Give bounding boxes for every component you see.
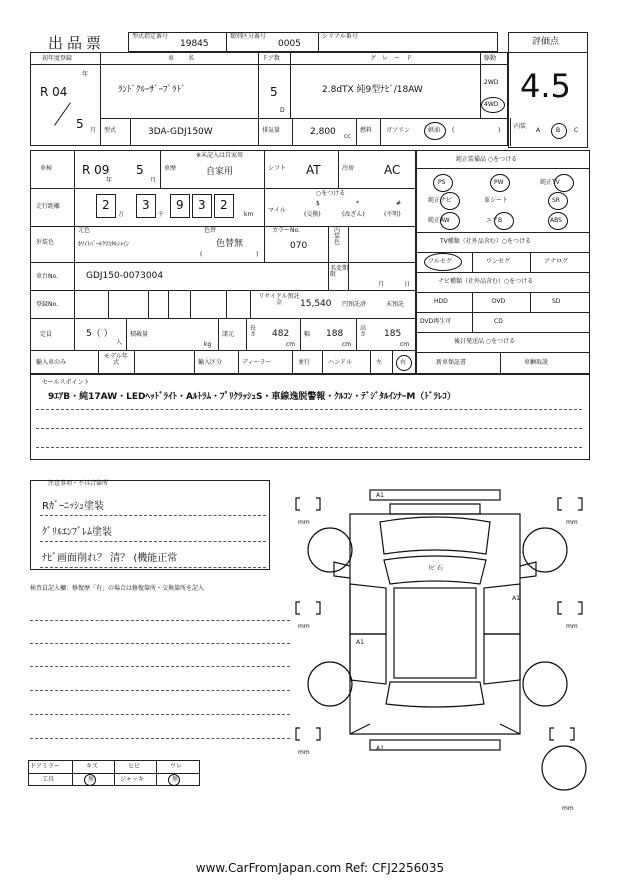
mm-label-3: mm <box>298 623 310 630</box>
mileage-digit-5: 2 <box>220 198 228 212</box>
interior-label: 内装 <box>514 123 527 130</box>
model-cert-value: 19845 <box>180 39 209 49</box>
orig-color-value: ﾎﾜｲﾄﾊﾟｰﾙｸﾘｽﾀﾙｼｬｲﾝ <box>78 241 130 248</box>
class-value: 0005 <box>278 39 301 49</box>
equip-abs: ABS <box>550 217 562 224</box>
doors-type: D <box>280 107 285 114</box>
width-label: 幅 <box>304 331 311 338</box>
mileage-digit-1: 2 <box>102 198 110 212</box>
warranty-label: 新車保証書 <box>436 359 467 366</box>
equip-navi: 純正ナビ <box>428 197 453 204</box>
rear-window-shape <box>386 682 484 707</box>
interior-c: C <box>574 127 579 134</box>
swap-mark: $ <box>316 200 320 207</box>
shift-label: シフト <box>268 165 287 172</box>
int-color-label: 内装色 <box>334 227 341 246</box>
damage-label-front: A1 <box>376 492 384 499</box>
mileage-digit-4: 3 <box>198 198 206 212</box>
length-value: 482 <box>272 329 290 339</box>
serial-label: シリアル番号 <box>322 33 358 40</box>
sales-label: セールスポイント <box>42 379 90 386</box>
width-value: 188 <box>326 329 344 339</box>
hood-shape <box>380 517 490 554</box>
height-label: 高さ <box>360 325 367 338</box>
first-reg-year: R 04 <box>40 85 68 99</box>
inspection-label: 車検 <box>40 165 53 172</box>
dvd-playable: DVD再生可 <box>420 318 452 325</box>
handle-label: ハンドル <box>328 359 353 366</box>
mm-label-5: mm <box>298 749 310 756</box>
tv-fullseg: フルセグ <box>428 258 452 265</box>
roof-shape <box>394 588 476 678</box>
car-name: ﾗﾝﾄﾞｸﾙｰｻﾞｰﾌﾟﾗﾄﾞ <box>118 85 186 95</box>
import-class-label: 輸入区分 <box>198 359 223 366</box>
footer-reference: www.CarFromJapan.com Ref: CFJ2256035 <box>195 861 445 875</box>
year-unit: 年 <box>82 71 89 78</box>
drive-4wd: 4WD <box>484 101 499 108</box>
color-label: 外装色 <box>36 239 55 246</box>
length-unit: cm <box>286 341 296 348</box>
history-value: 自家用 <box>206 167 234 177</box>
navi-dvd: DVD <box>492 298 506 305</box>
missing-jack-circle <box>168 774 180 786</box>
equip-sr: SR <box>552 197 560 204</box>
color-no-label: カラーNo. <box>272 227 300 234</box>
inspection-month-unit: 月 <box>150 177 157 184</box>
car-name-label: 車名 <box>168 55 209 62</box>
color-no-value: 070 <box>290 241 308 251</box>
orig-color-label: 元色 <box>78 227 91 234</box>
mileage-circle-note: ○をつける <box>316 190 346 197</box>
equipment-title: 純正装備品 ○をつける <box>456 156 518 163</box>
note-line-1: Rｶﾞｰﾆｯｼｭ塗装 <box>42 501 104 512</box>
equip-abs-circle <box>548 212 568 230</box>
grade-value: 2.8dTX 純9型ﾅﾋﾞ/18AW <box>322 85 423 95</box>
color-change-label: 色替 <box>204 227 217 234</box>
tamper-label: (改ざん) <box>342 211 365 218</box>
sales-text: 9ｴｱB・純17AW・LEDﾍｯﾄﾞﾗｲﾄ・Aﾙﾄﾗﾑ・ﾌﾟﾘｸﾗｯｼｭS・車線逸脱警報・ｸﾙｺﾝ・ﾃﾞｼﾞﾀﾙｲﾝﾅｰM（ﾄﾞﾗﾚｺ） <box>48 392 456 402</box>
equip-aw-circle <box>440 212 460 230</box>
equip-ps-circle <box>433 174 453 192</box>
mileage-label: 走行距離 <box>36 203 61 210</box>
equip-pw-circle <box>490 174 510 192</box>
mileage-unit: km <box>244 211 254 218</box>
model-year-label: モデル年式 <box>104 353 128 366</box>
ac-label: 冷房 <box>342 165 355 172</box>
drive-2wd: 2WD <box>484 79 499 86</box>
mileage-unit-sen: 千 <box>158 211 165 218</box>
swap-label: (交換) <box>304 211 321 218</box>
missing-header-crack: ヒビ <box>128 763 141 770</box>
parallel-label: 並行 <box>298 359 311 366</box>
chassis-value: GDJ150-0073004 <box>86 271 164 281</box>
tv-fullseg-circle <box>424 253 462 271</box>
interior-b: B <box>556 127 561 134</box>
month-unit: 月 <box>90 127 97 134</box>
rear-bumper-shape <box>370 740 500 750</box>
model-cert-label: 型式指定番号 <box>132 33 169 40</box>
mm-label-4: mm <box>566 623 578 630</box>
missing-tools-circle <box>84 774 96 786</box>
dealer-label: ディーラー <box>242 359 272 366</box>
name-change-d: 日 <box>404 281 411 288</box>
evaluation-score: 4.5 <box>520 67 571 105</box>
width-unit: cm <box>342 341 352 348</box>
mileage-digit-3: 9 <box>176 198 184 212</box>
equip-tv: 純正TV <box>540 179 560 186</box>
navi-hdd: HDD <box>434 298 448 305</box>
import-label: 輸入車のみ <box>36 359 67 366</box>
mileage-digit-2: 3 <box>142 198 150 212</box>
mm-label-6: mm <box>562 805 574 812</box>
equip-leather: 革シート <box>484 197 509 204</box>
tv-title: TV種類（社外品含む）○をつける <box>440 238 532 245</box>
manual-label: 車輌取説 <box>524 359 549 366</box>
load-label: 積載量 <box>130 331 149 338</box>
doors-value: 5 <box>270 85 278 99</box>
front-bumper-shape <box>370 490 500 500</box>
first-reg-month: 5 <box>76 117 84 131</box>
drive-4wd-circle <box>481 97 505 113</box>
note-line-3: ﾅﾋﾞ画面削れ？ 清？ (機能正常 <box>42 553 178 564</box>
evaluation-label: 評価点 <box>532 37 560 47</box>
size-label: 諸元 <box>222 331 235 338</box>
equip-ps: PS <box>438 179 446 186</box>
missing-header-scratch: キズ <box>86 763 98 770</box>
class-label: 類別区分番号 <box>230 33 267 40</box>
tv-oneseg: ワンセグ <box>486 258 511 265</box>
missing-jack: ジャッキ <box>120 776 144 783</box>
recycle-label: リサイクル預託金 <box>258 293 300 306</box>
name-change-m: 月 <box>378 281 385 288</box>
damage-label-rear: A1 <box>376 745 384 752</box>
tamper-mark: * <box>356 200 359 207</box>
ac-value: AC <box>384 163 401 177</box>
height-value: 185 <box>384 329 402 339</box>
navi-sd: SD <box>552 298 561 305</box>
damage-label-right: A1 <box>512 595 520 602</box>
missing-tools-value: 無 <box>88 776 95 783</box>
tv-analog: アナログ <box>544 258 569 265</box>
interior-b-circle <box>551 123 567 139</box>
equip-tv-circle <box>554 174 574 192</box>
equip-aw: 純正AW <box>428 217 450 224</box>
fuel-diesel: 軽油 <box>428 127 441 134</box>
mile-label: マイル <box>268 207 286 214</box>
right-label: 右 <box>400 359 407 366</box>
mileage-unit-man: 万 <box>118 211 125 218</box>
model-label: 型式 <box>104 127 117 134</box>
right-circle <box>396 355 412 371</box>
car-damage-diagram <box>290 484 590 814</box>
displacement-value: 2,800 <box>310 127 336 137</box>
displacement-unit: cc <box>344 133 351 140</box>
missing-jack-value: 無 <box>172 776 179 783</box>
missing-header-break: ワレ <box>170 763 183 770</box>
fuel-diesel-circle <box>424 122 446 140</box>
shift-value: AT <box>306 163 321 177</box>
inspection-year-unit: 年 <box>106 177 113 184</box>
history-note: ※未記入は自家用 <box>196 152 244 159</box>
equip-sr-circle <box>548 192 568 210</box>
equip-airbag: エアB <box>486 217 503 224</box>
unknown-label: (不明) <box>384 211 401 218</box>
form-title: 出品票 <box>48 34 106 52</box>
equip-airbag-circle <box>494 212 514 230</box>
missing-header-mirror: ドアミラー <box>30 763 60 770</box>
chassis-label: 車台No. <box>36 273 58 280</box>
unknown-mark: # <box>396 200 402 207</box>
interior-a: A <box>536 127 541 134</box>
damage-label-stone: ﾄﾋﾞ石 <box>428 565 444 572</box>
inspector-label: 検査員記入欄：修復歴「有」の場合は修復箇所・交換箇所を記入 <box>30 585 205 592</box>
notes-label: 注意事項・不具合箇所 <box>48 480 109 487</box>
mm-label-1: mm <box>298 519 310 526</box>
later-title: 後日発送品 ○をつける <box>454 338 516 345</box>
missing-tools: 工具 <box>42 776 55 783</box>
inspection-value: R 09 <box>82 163 110 177</box>
recycle-unit: 円預託済 <box>342 301 367 308</box>
color-change-value: 色替無 <box>216 239 244 249</box>
model-value: 3DA-GDJ150W <box>148 127 213 137</box>
inspection-month: 5 <box>136 163 144 177</box>
mm-label-2: mm <box>566 519 578 526</box>
name-change-label: 名変期限 <box>330 265 349 278</box>
left-label: 左 <box>376 359 383 366</box>
reg-no-label: 登録No. <box>36 301 58 308</box>
body-outline <box>350 514 520 734</box>
damage-label-left: A1 <box>356 639 364 646</box>
history-label: 車歴 <box>164 165 177 172</box>
navi-title: ナビ種類（社外品含む）○をつける <box>438 278 534 285</box>
recycle-not: 未預託 <box>386 301 405 308</box>
height-unit: cm <box>400 341 410 348</box>
drive-label: 駆動 <box>484 55 497 62</box>
capacity-value: 5（ ） <box>86 329 113 339</box>
length-label: 長さ <box>250 325 257 338</box>
fuel-label: 燃料 <box>360 127 373 134</box>
equip-navi-circle <box>440 192 460 210</box>
load-unit: kg <box>204 341 212 348</box>
first-reg-label: 初年度登録 <box>42 55 73 62</box>
grade-label: グレード <box>370 55 419 62</box>
capacity-unit: 人 <box>116 339 123 346</box>
recycle-value: 15,540 <box>300 299 332 309</box>
doors-label: ドア数 <box>262 55 280 62</box>
displacement-label: 排気量 <box>262 127 281 134</box>
fuel-gas: ガソリン <box>386 127 411 134</box>
navi-cd: CD <box>494 318 503 325</box>
equip-pw: PW <box>494 179 504 186</box>
capacity-label: 定員 <box>40 331 53 338</box>
note-line-2: ｸﾞﾘﾙｴﾝﾌﾞﾚﾑ塗装 <box>42 527 112 538</box>
